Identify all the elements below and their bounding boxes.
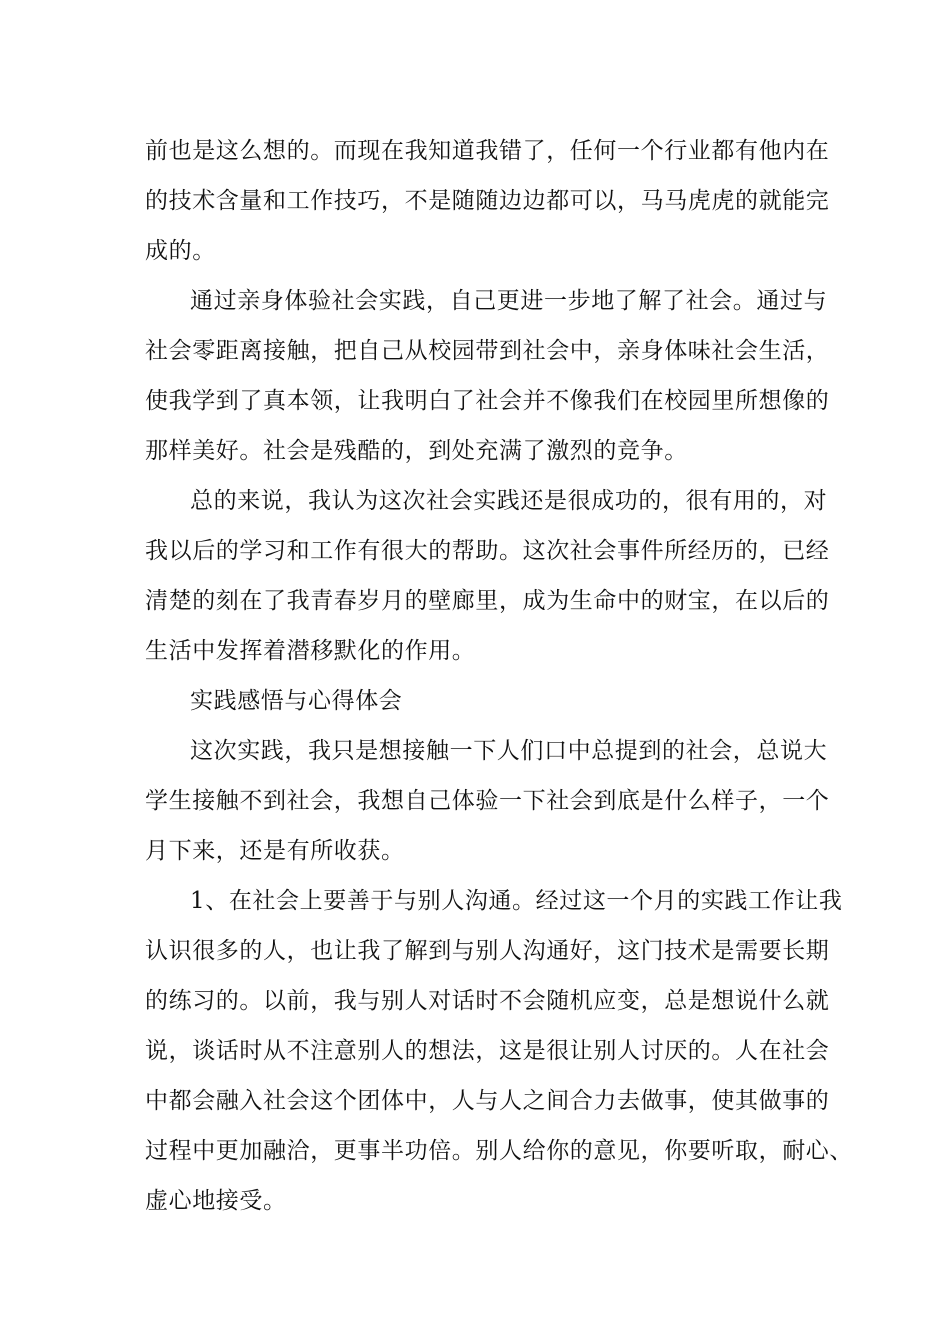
- text-line: 生活中发挥着潜移默化的作用。: [145, 638, 476, 664]
- text-line: 使我学到了真本领，让我明白了社会并不像我们在校园里所想像的: [145, 388, 830, 414]
- text-line: 月下来，还是有所收获。: [145, 838, 405, 864]
- text-line: 我以后的学习和工作有很大的帮助。这次社会事件所经历的，已经: [145, 538, 830, 564]
- text-line: 社会零距离接触，把自己从校园带到社会中，亲身体味社会生活，: [145, 338, 830, 364]
- text-line: 前也是这么想的。而现在我知道我错了，任何一个行业都有他内在: [145, 138, 830, 164]
- text-line: 中都会融入社会这个团体中，人与人之间合力去做事，使其做事的: [145, 1088, 830, 1114]
- text-line: 认识很多的人，也让我了解到与别人沟通好，这门技术是需要长期: [145, 938, 830, 964]
- text-line: 说，谈话时从不注意别人的想法，这是很让别人讨厌的。人在社会: [145, 1038, 830, 1064]
- text-line: 虚心地接受。: [145, 1188, 287, 1214]
- paragraph-first-line: 1、在社会上要善于与别人沟通。经过这一个月的实践工作让我: [190, 888, 843, 914]
- text-line: 那样美好。社会是残酷的，到处充满了激烈的竞争。: [145, 438, 688, 464]
- text-line: 的练习的。以前，我与别人对话时不会随机应变，总是想说什么就: [145, 988, 830, 1014]
- text-line: 的技术含量和工作技巧，不是随随边边都可以，马马虎虎的就能完: [145, 188, 830, 214]
- text-line: 清楚的刻在了我青春岁月的壁廊里，成为生命中的财宝，在以后的: [145, 588, 830, 614]
- paragraph-first-line: 总的来说，我认为这次社会实践还是很成功的，很有用的，对: [190, 488, 828, 514]
- text-line: 学生接触不到社会，我想自己体验一下社会到底是什么样子，一个: [145, 788, 830, 814]
- paragraph-first-line: 通过亲身体验社会实践，自己更进一步地了解了社会。通过与: [190, 288, 828, 314]
- text-line: 过程中更加融洽，更事半功倍。别人给你的意见，你要听取，耐心、: [145, 1138, 853, 1164]
- paragraph-first-line: 这次实践，我只是想接触一下人们口中总提到的社会，总说大: [190, 738, 828, 764]
- text-line: 成的。: [145, 238, 216, 264]
- section-heading: 实践感悟与心得体会: [190, 688, 403, 714]
